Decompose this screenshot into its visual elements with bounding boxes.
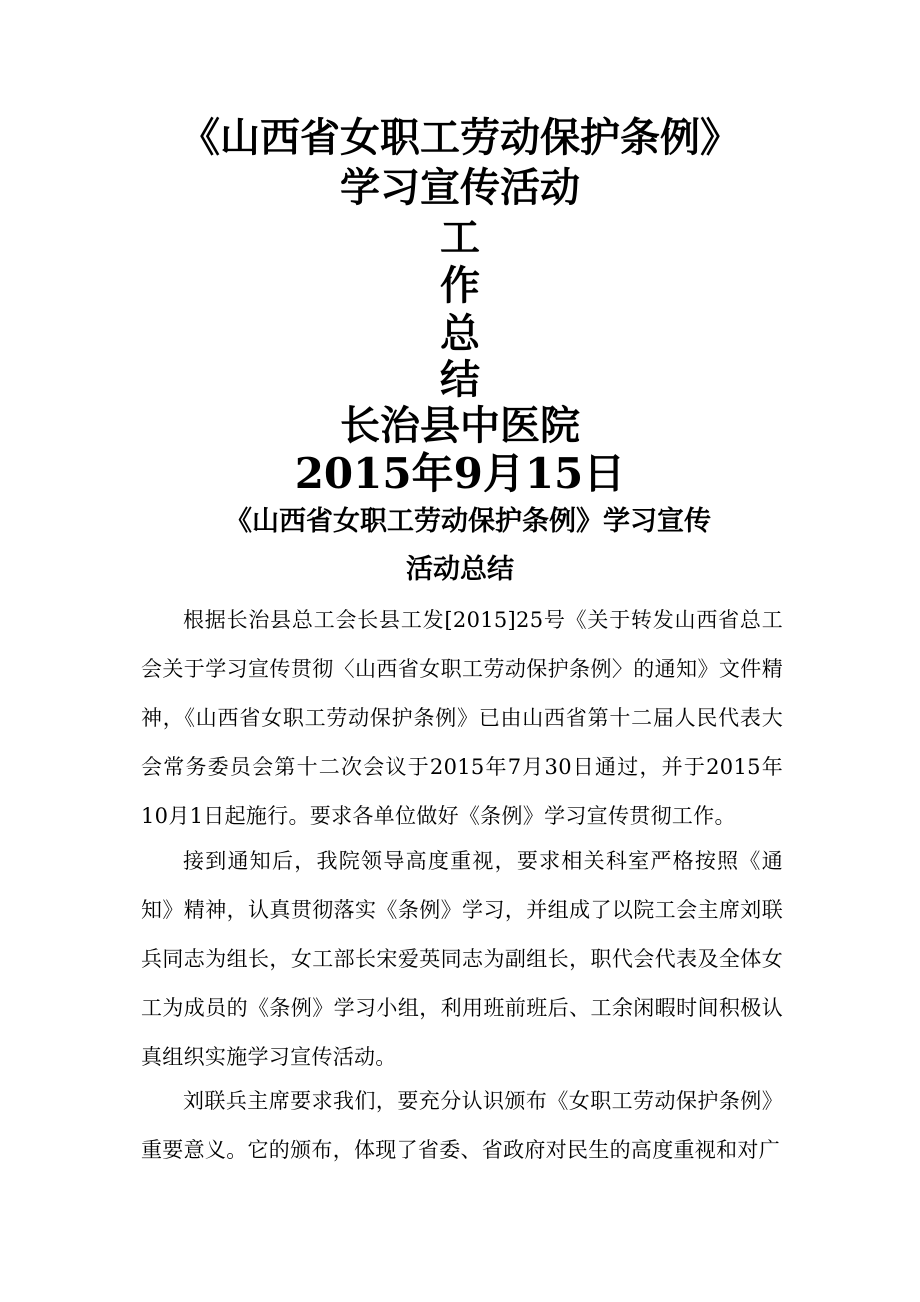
body-paragraph: 刘联兵主席要求我们，要充分认识颁布《女职工劳动保护条例》重要意义。它的颁布，体现了省委、省政府对民生的高度重视和对广 [141,1089,783,1162]
body-paragraph: 接到通知后，我院领导高度重视，要求相关科室严格按照《通知》精神，认真贯彻落实《条例》学习，并组成了以院工会主席刘联兵同志为组长，女工部长宋爱英同志为副组长，职代会代表及全体女工为成员的《条例》学习小组，利用班前班后、工余闲暇时间积极认真组织实施学习宣传活动。 [141,849,783,1069]
cover-vertical-char: 工 [440,214,480,261]
article-heading-line1: 《山西省女职工劳动保护条例》学习宣传 [225,506,711,537]
article-heading-line2: 活动总结 [406,554,514,585]
cover-title-line2: 学习宣传活动 [340,164,580,211]
cover-vertical-char: 总 [440,310,480,357]
cover-vertical-char: 作 [440,262,480,309]
cover-vertical-char: 结 [440,356,480,403]
cover-organization: 长治县中医院 [340,402,580,449]
cover-title-line1: 《山西省女职工劳动保护条例》 [180,114,740,161]
cover-date: 2015年9月15日 [294,449,626,498]
body-paragraph: 根据长治县总工会长县工发[2015]25号《关于转发山西省总工会关于学习宣传贯彻〈山西省女职工劳动保护条例〉的通知》文件精神，《山西省女职工劳动保护条例》已由山西省第十二届人民代表大会常务委员会第十二次会议于2015年7月30日通过，并于2015年10月1日起施行。要求各单位做好《条例》学习宣传贯彻工作。 [141,608,783,828]
